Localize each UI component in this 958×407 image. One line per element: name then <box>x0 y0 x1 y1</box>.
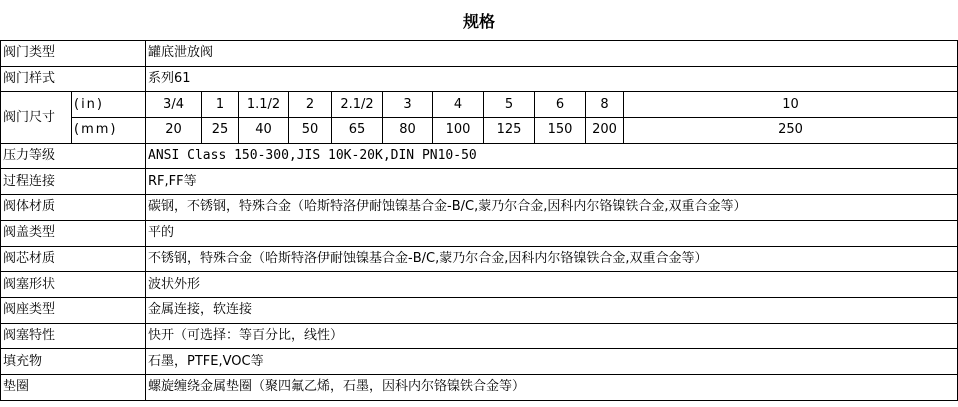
row-label: 填充物 <box>1 349 146 375</box>
page-title: 规格 <box>462 12 495 31</box>
table-row <box>1 195 958 221</box>
size-in-cell: 4 <box>433 92 484 118</box>
row-label: 阀盖类型 <box>1 220 146 246</box>
table-row <box>1 374 958 400</box>
row-value: 金属连接，软连接 <box>146 297 958 323</box>
size-mm-cell: 20 <box>146 118 202 144</box>
table-row <box>1 143 958 169</box>
row-label: 阀门样式 <box>1 66 146 92</box>
row-label: 阀门类型 <box>1 41 146 67</box>
size-mm-cell: 40 <box>239 118 289 144</box>
table-row <box>1 169 958 195</box>
size-in-cell: 1.1/2 <box>239 92 289 118</box>
table-row <box>1 220 958 246</box>
table-row <box>1 349 958 375</box>
size-in-cell: 2.1/2 <box>332 92 383 118</box>
row-label: 垫圈 <box>1 374 146 400</box>
size-in-cell: 5 <box>484 92 535 118</box>
row-value: 石墨，PTFE,VOC等 <box>146 349 958 375</box>
size-mm-cell: 150 <box>535 118 586 144</box>
row-value: RF,FF等 <box>146 169 958 195</box>
row-label: 过程连接 <box>1 169 146 195</box>
row-label: 压力等级 <box>1 143 146 169</box>
row-value: 罐底泄放阀 <box>146 41 958 67</box>
size-in-cell: 1 <box>202 92 239 118</box>
size-in-cell: 3 <box>383 92 433 118</box>
size-mm-cell: 80 <box>383 118 433 144</box>
unit-label-mm: (mm) <box>72 118 146 144</box>
table-row <box>1 323 958 349</box>
size-in-cell: 6 <box>535 92 586 118</box>
size-in-cell: 2 <box>289 92 332 118</box>
table-row <box>1 66 958 92</box>
row-label: 阀塞特性 <box>1 323 146 349</box>
row-value: 不锈钢，特殊合金（哈斯特洛伊耐蚀镍基合金-B/C,蒙乃尔合金,因科内尔铬镍铁合金,双重合金等） <box>146 246 958 272</box>
row-value: 快开（可选择：等百分比，线性） <box>146 323 958 349</box>
table-row-size-mm <box>1 118 958 144</box>
size-mm-cell: 100 <box>433 118 484 144</box>
size-mm-cell: 50 <box>289 118 332 144</box>
size-mm-cell: 25 <box>202 118 239 144</box>
table-row <box>1 272 958 298</box>
row-label: 阀座类型 <box>1 297 146 323</box>
size-mm-cell: 200 <box>586 118 624 144</box>
row-label: 阀门尺寸 <box>1 92 72 143</box>
size-mm-cell: 65 <box>332 118 383 144</box>
row-value: ANSI Class 150-300,JIS 10K-20K,DIN PN10-50 <box>146 143 958 169</box>
size-in-cell: 8 <box>586 92 624 118</box>
table-row <box>1 41 958 67</box>
size-in-cell: 3/4 <box>146 92 202 118</box>
size-in-cell: 10 <box>624 92 958 118</box>
size-mm-cell: 250 <box>624 118 958 144</box>
table-row <box>1 297 958 323</box>
table-row-size-in <box>1 92 958 118</box>
row-label: 阀体材质 <box>1 195 146 221</box>
row-value: 波状外形 <box>146 272 958 298</box>
row-value: 碳钢，不锈钢，特殊合金（哈斯特洛伊耐蚀镍基合金-B/C,蒙乃尔合金,因科内尔铬镍铁合金,双重合金等） <box>146 195 958 221</box>
row-value: 平的 <box>146 220 958 246</box>
spec-table <box>0 40 958 401</box>
row-value: 系列61 <box>146 66 958 92</box>
row-label: 阀芯材质 <box>1 246 146 272</box>
unit-label-in: (in) <box>72 92 146 118</box>
row-label: 阀塞形状 <box>1 272 146 298</box>
table-row <box>1 246 958 272</box>
size-mm-cell: 125 <box>484 118 535 144</box>
row-value: 螺旋缠绕金属垫圈（聚四氟乙烯，石墨，因科内尔铬镍铁合金等） <box>146 374 958 400</box>
